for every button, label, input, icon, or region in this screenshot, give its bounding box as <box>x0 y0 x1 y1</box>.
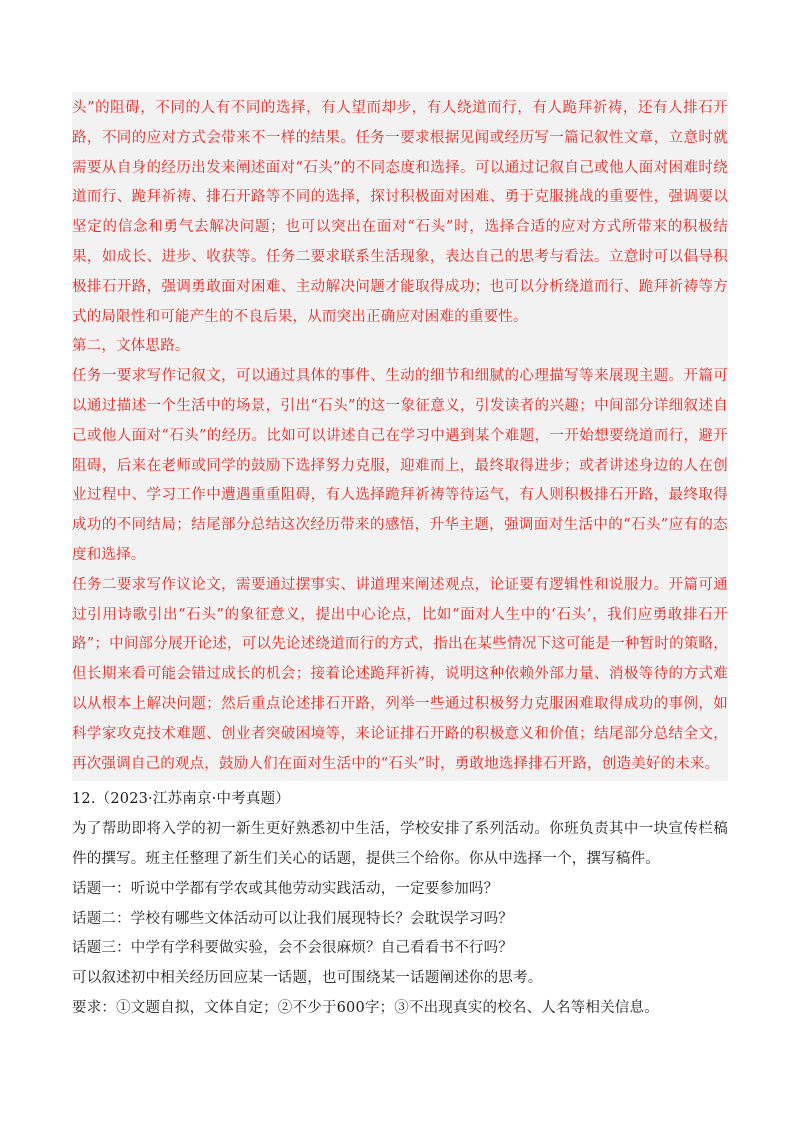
question-heading: 12.（2023·江苏南京·中考真题） <box>72 791 290 808</box>
question-topic-three: 话题三：中学有学科要做实验，会不会很麻烦？自己看看书不行吗？ <box>72 940 513 957</box>
answer-analysis-block <box>72 92 728 781</box>
question-topic-two: 话题二：学校有哪些文体活动可以让我们展现特长？会耽误学习吗？ <box>72 910 513 927</box>
analysis-paragraph-task-two: 任务二要求写作议论文，需要通过摆事实、讲道理来阐述观点，论证要有逻辑性和说服力。开篇可通过引用诗歌引出“石头”的象征意义，提出中心论点，比如“面对人生中的‘石头’，我们应勇敢排石开路”；中间部分展开论述，可以先论述绕道而行的方式，指出在某些情况下这可能是一种暂时的策略，但长期来看可能会错过成长的机会；接着论述跪拜祈祷，说明这种依赖外部力量、消极等待的方式难以从根本上解决问题；然后重点论述排石开路，列举一些通过积极努力克服困难取得成功的事例，如科学家攻克技术难题、创业者突破困境等，来论证排石开路的积极意义和价值；结尾部分总结全文，再次强调自己的观点，鼓励人们在面对生活中的“石头”时，勇敢地选择排石开路，创造美好的未来。 <box>72 576 728 772</box>
question-block <box>72 785 728 1023</box>
document-page <box>72 92 728 1024</box>
question-instruction: 可以叙述初中相关经历回应某一话题，也可围绕某一话题阐述你的思考。 <box>72 970 543 987</box>
question-prompt: 为了帮助即将入学的初一新生更好熟悉初中生活，学校安排了系列活动。你班负责其中一块宣传栏稿件的撰写。班主任整理了新生们关心的话题，提供三个给你。你从中选择一个，撰写稿件。 <box>72 821 728 867</box>
question-requirements: 要求：①文题自拟，文体自定；②不少于600字；③不出现真实的校名、人名等相关信息。 <box>72 999 659 1016</box>
question-topic-one: 话题一：听说中学都有学农或其他劳动实践活动，一定要参加吗？ <box>72 880 499 897</box>
analysis-paragraph-task-one: 任务一要求写作记叙文，可以通过具体的事件、生动的细节和细腻的心理描写等来展现主题。开篇可以通过描述一个生活中的场景，引出“石头”的这一象征意义，引发读者的兴趣；中间部分详细叙述自己或他人面对“石头”的经历。比如可以讲述自己在学习中遇到某个难题，一开始想要绕道而行，避开阻碍，后来在老师或同学的鼓励下选择努力克服，迎难而上，最终取得进步；或者讲述身边的人在创业过程中、学习工作中遭遇重重阻碍，有人选择跪拜祈祷等待运气，有人则积极排石开路，最终取得成功的不同结局；结尾部分总结这次经历带来的感悟，升华主题，强调面对生活中的“石头”应有的态度和选择。 <box>72 368 728 563</box>
analysis-heading-genre: 第二，文体思路。 <box>72 338 190 355</box>
analysis-paragraph-theme: 头”的阻碍，不同的人有不同的选择，有人望而却步，有人绕道而行，有人跪拜祈祷，还有人排石开路，不同的应对方式会带来不一样的结果。任务一要求根据见闻或经历写一篇记叙性文章，立意时就需要从自身的经历出发来阐述面对“石头”的不同态度和选择。可以通过记叙自己或他人面对困难时绕道而行、跪拜祈祷、排石开路等不同的选择，探讨积极面对困难、勇于克服挑战的重要性，强调要以坚定的信念和勇气去解决问题；也可以突出在面对“石头”时，选择合适的应对方式所带来的积极结果，如成长、进步、收获等。任务二要求联系生活现象，表达自己的思考与看法。立意时可以倡导积极排石开路，强调勇敢面对困难、主动解决问题才能取得成功；也可以分析绕道而行、跪拜祈祷等方式的局限性和可能产生的不良后果，从而突出正确应对困难的重要性。 <box>72 100 728 325</box>
